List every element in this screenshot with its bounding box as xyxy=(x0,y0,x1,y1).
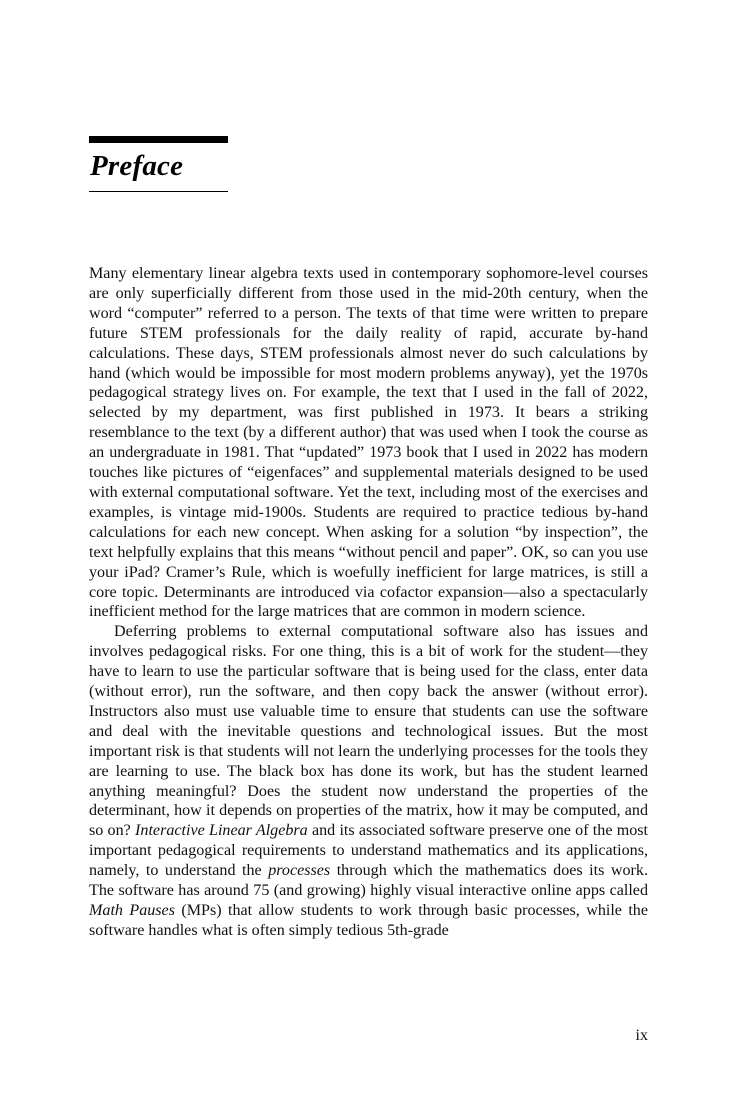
text-run: Many elementary linear algebra texts used in contemporary sophomore-level courses are only superficially different from those used in the mid-20th century, when the word “computer” referred to a person. The texts of that time were written to prepare future STEM professionals for the daily reality of rapid, accurate by-hand calculations. These days, STEM professionals almost never do such calculations by hand (which would be impossible for most modern problems anyway), yet the 1970s pedagogical strategy lives on. For example, the text that I used in the fall of 2022, selected by my department, was first published in 1973. It bears a striking resemblance to the text (by a different author) that was used when I took the course as an undergraduate in 1981. That “updated” 1973 book that I used in 2022 has modern touches like pictures of “eigenfaces” and supplemental materials designed to be used with external computational software. Yet the text, including most of the exercises and examples, is vintage mid-1900s. Students are required to practice tedious by-hand calculations for each new concept. When asking for a solution “by inspection”, the text helpfully explains that this means “without pencil and paper”. OK, so can you use your iPad? Cramer’s Rule, which is woefully inefficient for large matrices, is still a core topic. Determinants are introduced via cofactor expansion—also a spectacularly inefficient method for the large matrices that are common in modern science. xyxy=(89,265,648,621)
chapter-top-rule xyxy=(89,136,228,143)
body-text xyxy=(89,264,648,941)
chapter-bottom-rule xyxy=(89,191,228,192)
chapter-title: Preface xyxy=(90,150,184,182)
text-run: (MPs) that allow students to work through basic processes, while the software handles what is often simply tedious 5th-grade xyxy=(89,902,649,939)
text-run: and its associated software preserve one of the most important pedagogical requirements to understand mathematics and its applications, namely, to understand the xyxy=(89,822,649,880)
text-run: through which the mathematics does its work. The software has around 75 (and growing) highly visual interactive online apps called xyxy=(89,862,648,900)
text-run: Deferring problems to external computational software also has issues and involves pedagogical risks. For one thing, this is a bit of work for the student—they have to learn to use the particular software that is being used for the class, enter data (without error), run the software, and then copy back the answer (without error). Instructors also must use valuable time to ensure that students can use the software and deal with the inevitable questions and technological issues. But the most important risk is that students will not learn the underlying processes for the tools they are learning to use. The black box has done its work, but has the student learned anything meaningful? Does the student now understand the properties of the determinant, how it depends on properties of the matrix, how it may be computed, and so on? xyxy=(89,623,648,840)
paragraph-1 xyxy=(89,264,648,622)
page-number: ix xyxy=(635,1027,648,1044)
italic-text-run: Math Pauses xyxy=(89,902,175,919)
italic-text-run: Interactive Linear Algebra xyxy=(135,822,308,840)
italic-text-run: processes xyxy=(268,862,331,880)
paragraph-2 xyxy=(89,622,648,941)
